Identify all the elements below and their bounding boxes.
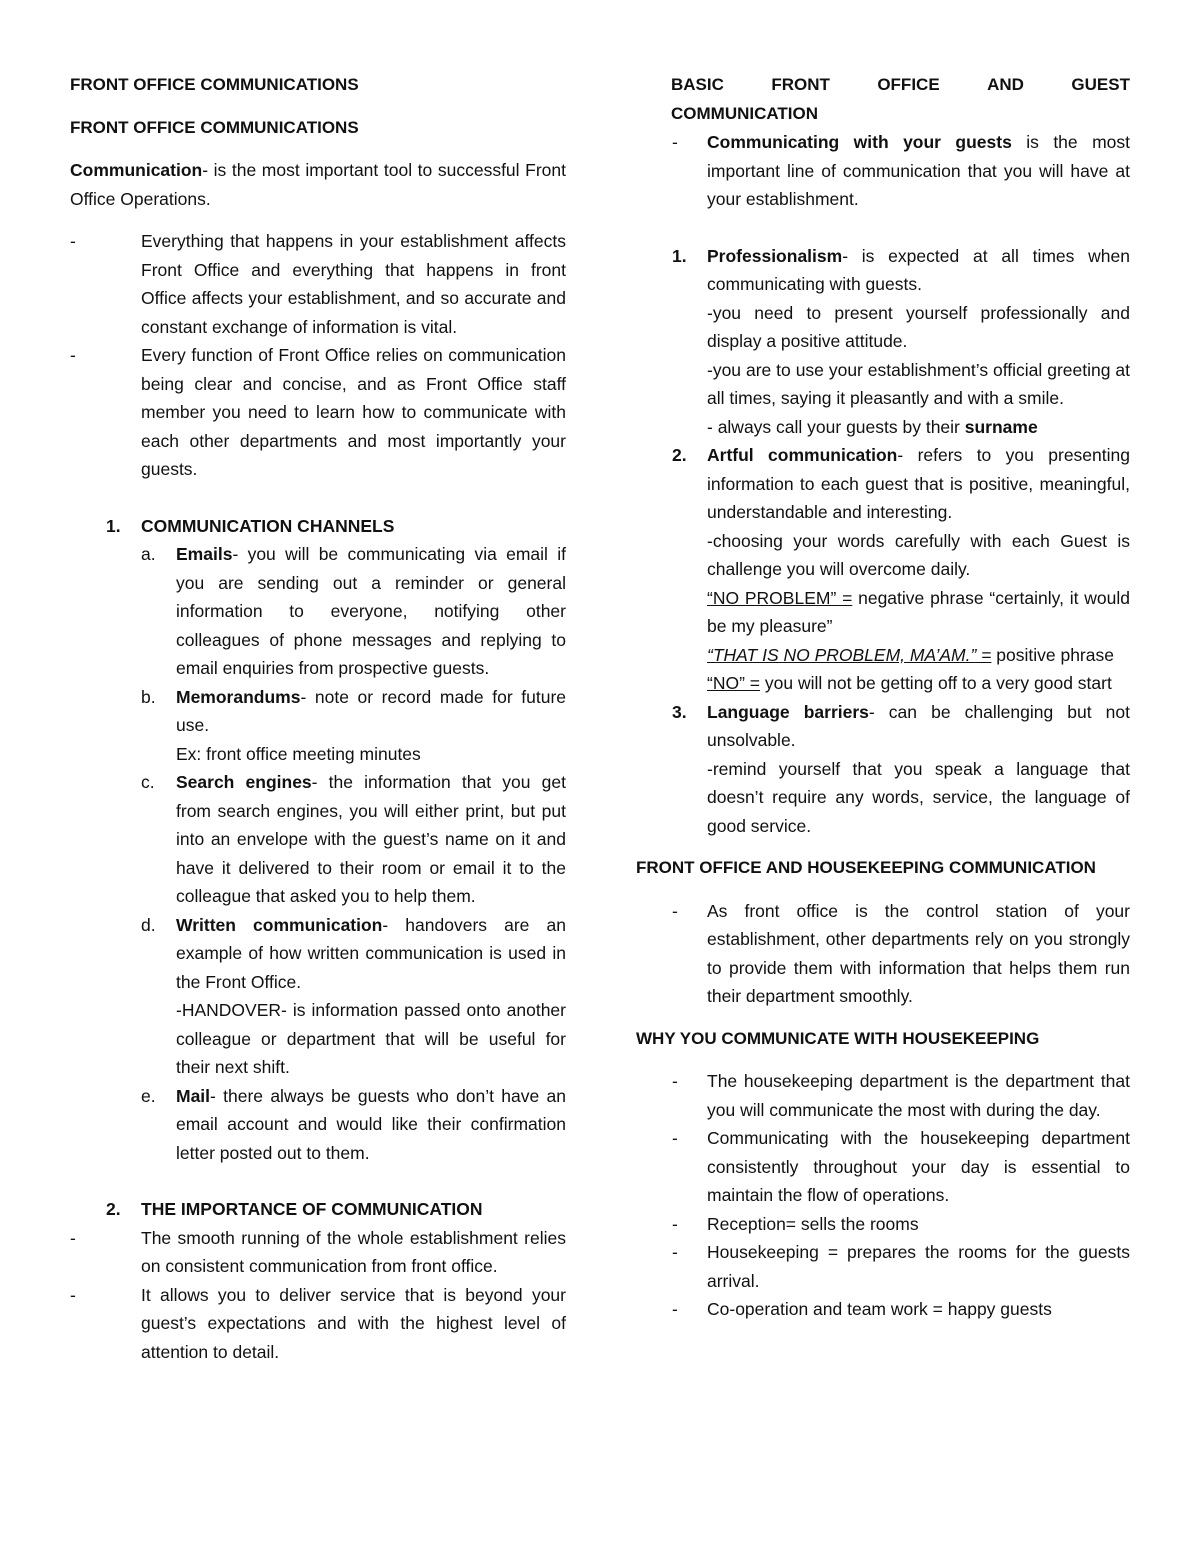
item-note: -choosing your words carefully with each Guest is challenge you will overcome daily. (707, 530, 1130, 579)
list-item (636, 242, 1130, 442)
section-title: COMMUNICATION CHANNELS (141, 515, 395, 536)
section-heading: WHY YOU COMMUNICATE WITH HOUSEKEEPING (636, 1028, 1040, 1048)
item-text: - can be challenging but not unsolvable. (707, 701, 1130, 750)
left-column (70, 71, 566, 1366)
item-term: Professionalism (707, 245, 843, 266)
list-item (70, 1224, 566, 1281)
item-term: Mail (176, 1085, 211, 1106)
item-text: is the most important line of communication that you will have at your establishment. (707, 132, 1130, 209)
list-item (636, 1067, 1130, 1124)
dash-marker: - (70, 345, 76, 365)
bullet-text: Reception= sells the rooms (707, 1213, 919, 1234)
list-item (636, 441, 1130, 698)
item-term: Language barriers (707, 701, 869, 722)
title-word: OFFICE (877, 75, 940, 94)
item-text: - handovers are an example of how written communication is used in the Front Office. (176, 914, 566, 992)
item-text: - is expected at all times when communicating with guests. (707, 245, 1130, 294)
item-text: - refers to you presenting information to each guest that is positive, meaningful, understandable and interesting. (707, 445, 1130, 522)
number-marker: 3. (672, 701, 687, 722)
definition-text: - is the most important tool to successful Front Office Operations. (70, 160, 566, 209)
dash-marker: - (70, 1227, 76, 1248)
item-note: “NO” = you will not be getting off to a very good start (707, 673, 1112, 693)
section-number: 1. (106, 515, 121, 536)
section-importance (70, 1195, 566, 1224)
list-item (70, 540, 566, 683)
emphasis: surname (964, 416, 1038, 437)
item-text: - you will be communicating via email if you are sending out a reminder or general information to everyone, notifying other colleagues of phone messages and replying to email enquiries from prospective guests. (176, 544, 566, 678)
bullet-text: The smooth running of the whole establishment relies on consistent communication from front office. (141, 1227, 566, 1276)
title-word: BASIC (671, 75, 724, 94)
letter-marker: e. (141, 1085, 156, 1106)
dash-marker: - (672, 1071, 678, 1091)
letter-marker: c. (141, 772, 155, 792)
definition-term: Communication (70, 160, 203, 180)
underlined-phrase: “NO” = (707, 673, 760, 693)
section-heading: FRONT OFFICE AND HOUSEKEEPING COMMUNICATION (636, 858, 1096, 877)
bullet-text: Every function of Front Office relies on communication being clear and concise, and as Front Office staff member you need to learn how to communicate with each other departments and most importantly your guests. (141, 345, 566, 479)
document-title: FRONT OFFICE COMMUNICATIONS (70, 75, 359, 94)
list-item (70, 1082, 566, 1168)
definition-paragraph (70, 156, 566, 213)
item-term: Communicating with your guests (707, 132, 1012, 152)
underlined-phrase: “NO PROBLEM” = (707, 587, 853, 608)
letter-marker: b. (141, 686, 156, 707)
dash-marker: - (672, 132, 678, 152)
section-communication-channels (70, 512, 566, 541)
item-note: -HANDOVER- is information passed onto another colleague or department that will be useful for their next shift. (176, 1000, 566, 1077)
dash-marker: - (672, 1242, 678, 1262)
item-text: - note or record made for future use. (176, 686, 566, 735)
bullet-text: It allows you to deliver service that is beyond your guest’s expectations and with the highest level of attention to detail. (141, 1284, 566, 1362)
list-item (70, 911, 566, 1082)
list-item (636, 1124, 1130, 1210)
letter-marker: d. (141, 914, 156, 935)
section-number: 2. (106, 1199, 121, 1219)
title-word: GUEST (1071, 75, 1130, 94)
dash-marker: - (672, 900, 678, 921)
item-text: - there always be guests who don’t have an email account and would like their confirmation letter posted out to them. (176, 1085, 566, 1163)
bullet-text: Everything that happens in your establishment affects Front Office and everything that happens in front Office affects your establishment, and so accurate and constant exchange of information is vital. (141, 231, 566, 337)
item-term: Emails (176, 544, 233, 564)
section-heading: FRONT OFFICE COMMUNICATIONS (70, 117, 359, 137)
item-text: - the information that you get from search engines, you will either print, but put into an envelope with the guest’s name on it and have it delivered to their room or email it to the colleague that asked you to help them. (176, 772, 566, 906)
title-word: FRONT (771, 75, 830, 94)
item-example: Ex: front office meeting minutes (176, 743, 421, 764)
dash-marker: - (70, 1284, 76, 1305)
number-marker: 2. (672, 445, 687, 465)
letter-marker: a. (141, 544, 156, 564)
list-item (636, 897, 1130, 1011)
bullet-text: Housekeeping = prepares the rooms for the guests arrival. (707, 1242, 1130, 1291)
list-item (636, 698, 1130, 841)
bullet-text: The housekeeping department is the department that you will communicate the most with during the day. (707, 1071, 1130, 1120)
list-item (636, 128, 1130, 214)
item-note: -you are to use your establishment’s official greeting at all times, saying it pleasantly and with a smile. (707, 359, 1130, 408)
right-column (636, 71, 1130, 1324)
dash-marker: - (672, 1213, 678, 1234)
list-item (70, 1281, 566, 1367)
dash-marker: - (672, 1299, 678, 1319)
item-note: “THAT IS NO PROBLEM, MA’AM.” = positive phrase (707, 644, 1114, 665)
underlined-phrase: “THAT IS NO PROBLEM, MA’AM.” = (707, 644, 992, 665)
dash-marker: - (70, 231, 76, 251)
bullet-text: Co-operation and team work = happy guests (707, 1299, 1052, 1319)
dash-marker: - (672, 1128, 678, 1148)
list-item (70, 683, 566, 769)
list-item (636, 1238, 1130, 1295)
list-item (636, 1295, 1130, 1324)
right-title-line2: COMMUNICATION (671, 103, 818, 123)
item-note: -remind yourself that you speak a language that doesn’t require any words, service, the language of good service. (707, 758, 1130, 836)
list-item (70, 768, 566, 911)
bullet-text: As front office is the control station of your establishment, other departments rely on you strongly to provide them with information that helps them run their department smoothly. (707, 900, 1130, 1006)
list-item (636, 1210, 1130, 1239)
section-title: THE IMPORTANCE OF COMMUNICATION (141, 1199, 483, 1219)
bullet-text: Communicating with the housekeeping department consistently throughout your day is essential to maintain the flow of operations. (707, 1128, 1130, 1205)
item-term: Search engines (176, 772, 312, 792)
item-note: -you need to present yourself professionally and display a positive attitude. (707, 302, 1130, 351)
title-word: AND (987, 75, 1024, 94)
list-item (70, 341, 566, 484)
item-term: Memorandums (176, 686, 301, 707)
number-marker: 1. (672, 245, 687, 266)
item-note: “NO PROBLEM” = negative phrase “certainly, it would be my pleasure” (707, 587, 1130, 636)
list-item (70, 227, 566, 341)
item-term: Written communication (176, 914, 383, 935)
item-term: Artful communication (707, 445, 898, 465)
item-note: - always call your guests by their surname (707, 416, 1038, 437)
right-title (636, 71, 1130, 100)
